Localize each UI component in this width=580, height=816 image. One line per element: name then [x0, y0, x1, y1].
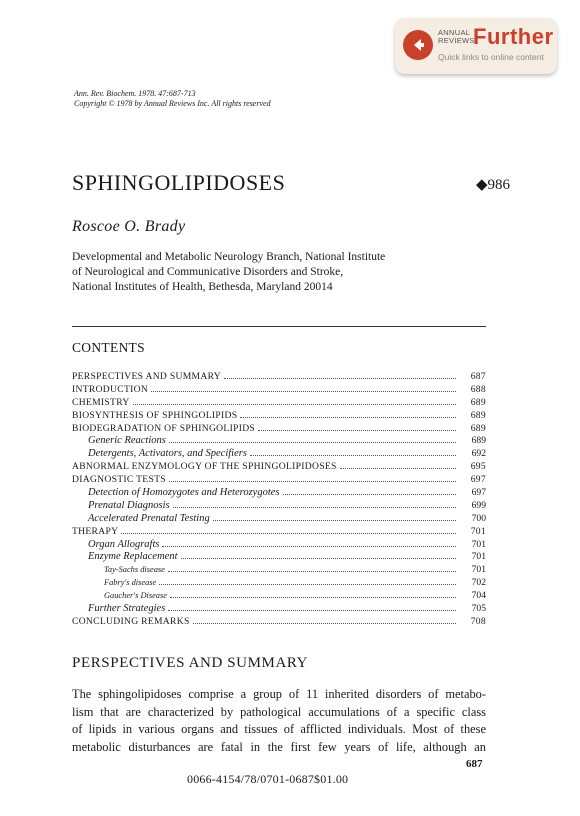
citation-journal: Ann. Rev. Biochem. 1978. 47:687-713 — [74, 89, 196, 98]
toc-leader-dots — [283, 486, 457, 495]
toc-entry-page: 701 — [470, 525, 486, 537]
toc-entry-label: Prenatal Diagnosis — [88, 499, 170, 511]
toc-entry[interactable] — [72, 512, 486, 525]
toc-entry-page: 689 — [471, 435, 486, 447]
toc-entry[interactable] — [72, 499, 486, 512]
horizontal-rule — [72, 326, 486, 327]
toc-leader-dots — [162, 538, 456, 547]
toc-entry-label: Further Strategies — [88, 603, 166, 615]
toc-entry-label: Gaucher's Disease — [104, 591, 167, 601]
toc-entry[interactable] — [72, 383, 486, 396]
body-line: The sphingolipidoses comprise a group of 11 inherited disorders of metabo- — [72, 687, 486, 701]
toc-entry-label: Fabry's disease — [104, 578, 157, 588]
arrow-left-icon — [403, 30, 433, 60]
toc-entry-label: CONCLUDING REMARKS — [72, 615, 190, 627]
toc-entry-page: 701 — [471, 551, 486, 563]
toc-entry-label: Detergents, Activators, and Specifiers — [88, 448, 247, 460]
toc-entry[interactable] — [72, 409, 486, 422]
toc-entry-label: DIAGNOSTIC TESTS — [72, 474, 166, 486]
toc-leader-dots — [159, 576, 456, 585]
toc-entry-page: 705 — [471, 603, 486, 615]
toc-entry-label: CHEMISTRY — [72, 396, 130, 408]
table-of-contents — [72, 370, 486, 628]
toc-entry-page: 701 — [471, 564, 486, 576]
toc-leader-dots — [121, 525, 456, 534]
price-code: 0066-4154/78/0701-0687$01.00 — [187, 772, 349, 786]
toc-entry-label: Detection of Homozygotes and Heterozygotes — [88, 487, 280, 499]
toc-leader-dots — [173, 499, 456, 508]
toc-entry[interactable] — [72, 589, 486, 602]
toc-leader-dots — [240, 409, 456, 418]
toc-leader-dots — [250, 447, 456, 456]
toc-leader-dots — [170, 589, 456, 598]
toc-entry-page: 702 — [471, 577, 486, 589]
toc-entry[interactable] — [72, 563, 486, 576]
toc-leader-dots — [224, 370, 456, 379]
toc-entry-page: 704 — [471, 590, 486, 602]
toc-entry[interactable] — [72, 447, 486, 460]
toc-entry-page: 689 — [470, 396, 486, 408]
toc-leader-dots — [151, 383, 456, 392]
toc-entry[interactable] — [72, 473, 486, 486]
affiliation-line: National Institutes of Health, Bethesda, Maryland 20014 — [72, 281, 333, 293]
body-paragraph — [72, 686, 486, 756]
affiliation-line: Developmental and Metabolic Neurology Branch, National Institute — [72, 251, 386, 263]
article-title: SPHINGOLIPIDOSES — [72, 170, 286, 195]
contents-heading: CONTENTS — [72, 340, 145, 355]
toc-leader-dots — [133, 396, 456, 405]
toc-entry-page: 697 — [470, 474, 486, 486]
author-name: Roscoe O. Brady — [72, 218, 186, 235]
toc-entry[interactable] — [72, 550, 486, 563]
toc-entry[interactable] — [72, 525, 486, 538]
toc-entry-label: BIOSYNTHESIS OF SPHINGOLIPIDS — [72, 409, 238, 421]
toc-entry-label: Enzyme Replacement — [88, 551, 178, 563]
further-badge[interactable] — [395, 18, 557, 74]
toc-entry-page: 692 — [471, 448, 486, 460]
body-line: metabolic disturbances are fatal in the first few years of life, although an — [72, 739, 486, 754]
page-number: 687 — [466, 758, 483, 770]
toc-leader-dots — [340, 460, 456, 469]
toc-leader-dots — [168, 602, 456, 611]
toc-leader-dots — [181, 550, 456, 559]
section-heading: PERSPECTIVES AND SUMMARY — [72, 655, 309, 671]
toc-entry[interactable] — [72, 602, 486, 615]
toc-entry-page: 699 — [471, 499, 486, 511]
toc-entry[interactable] — [72, 396, 486, 409]
toc-entry-label: PERSPECTIVES AND SUMMARY — [72, 371, 222, 382]
further-subtitle: Quick links to online content — [438, 52, 544, 62]
annual-reviews-logo-text: ANNUAL REVIEWS — [438, 28, 475, 45]
toc-entry[interactable] — [72, 370, 486, 383]
toc-entry-page: 700 — [471, 512, 486, 524]
toc-entry-page: 688 — [470, 383, 486, 395]
toc-entry-label: Organ Allografts — [88, 538, 160, 550]
toc-entry[interactable] — [72, 422, 486, 435]
toc-entry-label: THERAPY — [72, 525, 119, 537]
toc-entry-label: Tay-Sachs disease — [104, 565, 165, 575]
toc-leader-dots — [258, 422, 456, 431]
further-label: Further — [473, 24, 554, 49]
toc-leader-dots — [169, 473, 456, 482]
toc-entry-page: 689 — [470, 422, 486, 434]
toc-entry[interactable] — [72, 486, 486, 499]
toc-entry[interactable] — [72, 615, 486, 628]
toc-entry-label: Accelerated Prenatal Testing — [88, 512, 210, 524]
toc-leader-dots — [169, 434, 456, 443]
toc-entry[interactable] — [72, 434, 486, 447]
toc-entry-page: 689 — [470, 409, 486, 421]
toc-entry-label: INTRODUCTION — [72, 383, 149, 395]
toc-entry-page: 701 — [471, 538, 486, 550]
citation-copyright: Copyright © 1978 by Annual Reviews Inc. All rights reserved — [74, 99, 271, 108]
toc-entry-page: 697 — [471, 487, 486, 499]
toc-leader-dots — [168, 563, 456, 572]
toc-entry-label: BIODEGRADATION OF SPHINGOLIPIDS — [72, 422, 256, 434]
toc-leader-dots — [213, 512, 456, 521]
toc-entry-label: Generic Reactions — [88, 435, 166, 447]
toc-entry-page: 695 — [470, 461, 486, 473]
body-line: of lipids in various organs and tissues of afflicted individuals. Most of these — [72, 722, 486, 737]
toc-entry[interactable] — [72, 538, 486, 551]
author-affiliation — [72, 250, 385, 295]
toc-entry-page: 687 — [470, 371, 486, 382]
body-line: lism that are characterized by pathological accumulations of a specific class — [72, 704, 486, 719]
article-number: ◆986 — [476, 177, 511, 193]
affiliation-line: of Neurological and Communicative Disorders and Stroke, — [72, 266, 344, 278]
citation — [74, 89, 271, 109]
toc-entry-page: 708 — [470, 615, 486, 627]
toc-entry[interactable] — [72, 460, 486, 473]
toc-entry-label: ABNORMAL ENZYMOLOGY OF THE SPHINGOLIPIDOSES — [72, 461, 337, 473]
toc-leader-dots — [193, 615, 456, 624]
toc-entry[interactable] — [72, 576, 486, 589]
